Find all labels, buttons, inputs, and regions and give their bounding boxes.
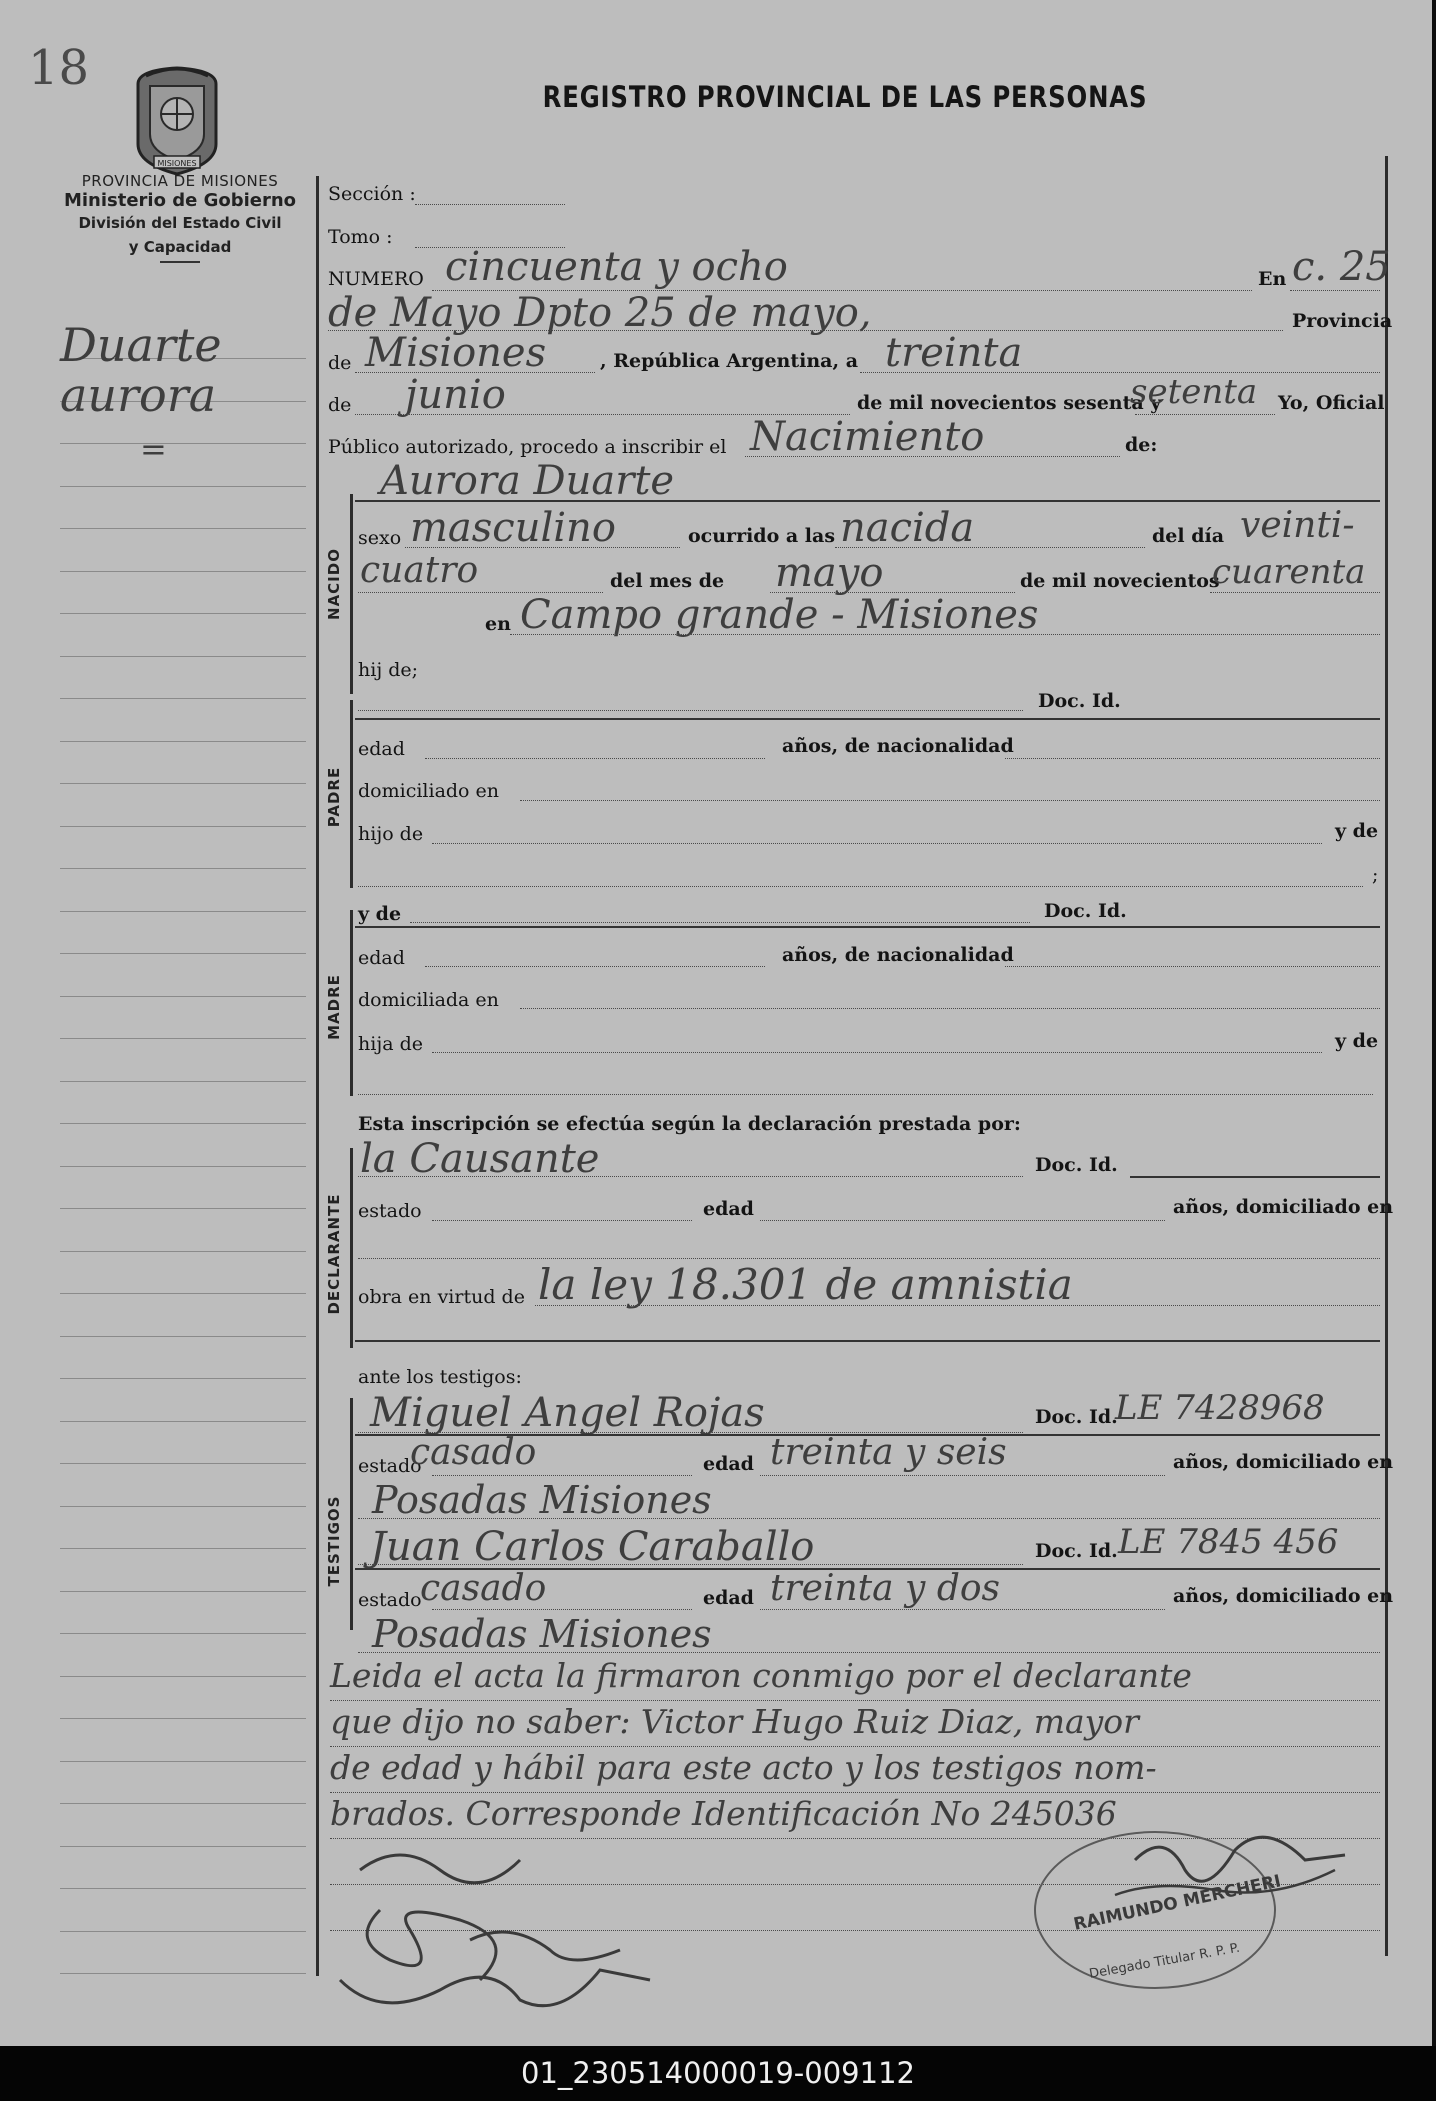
agency-province: PROVINCIA DE MISIONES (81, 172, 279, 190)
label-ocurrido: ocurrido a las (688, 525, 836, 547)
label-madre-edad: edad (358, 947, 405, 969)
label-padre-edad: edad (358, 738, 405, 760)
margin-rule (60, 783, 306, 784)
label-obra: obra en virtud de (358, 1286, 525, 1308)
margin-rule (60, 1081, 306, 1082)
madre-top-line (355, 926, 1380, 928)
label-madre-y-de: y de (358, 903, 402, 925)
agency-capacity: y Capacidad (128, 238, 232, 256)
label-declarante-domicilio: años, domiciliado en (1173, 1196, 1394, 1218)
label-declarante-edad: edad (703, 1198, 754, 1220)
value-testigo1-edad: treinta y seis (770, 1432, 1007, 1473)
value-lugar-registro: de Mayo Dpto 25 de mayo, (328, 290, 872, 336)
section-testigos: TESTIGOS (325, 1495, 343, 1587)
margin-rule (60, 1123, 306, 1124)
value-testigo2-domicilio: Posadas Misiones (372, 1612, 712, 1656)
value-acto: Nacimiento (750, 414, 985, 460)
label-madre-domicilio: domiciliada en (358, 989, 499, 1011)
label-yo-oficial: Yo, Oficial (1278, 392, 1385, 414)
margin-rule (60, 953, 306, 954)
padre-domicilio-line (520, 800, 1380, 801)
margin-rule (60, 1676, 306, 1677)
section-nacido: NACIDO (325, 548, 343, 620)
testigo1-edad-line (760, 1475, 1165, 1476)
padre-bracket (350, 700, 353, 888)
margin-rule (60, 613, 306, 614)
label-madre-y-de2: y de (1335, 1030, 1379, 1052)
section-padre: PADRE (325, 766, 343, 828)
label-madre-doc: Doc. Id. (1044, 900, 1127, 922)
value-mes-acta: junio (405, 372, 506, 418)
svg-text:MISIONES: MISIONES (157, 159, 197, 168)
testigos-bracket (350, 1398, 353, 1630)
agency-ministry: Ministerio de Gobierno (63, 190, 297, 211)
label-provincia: Provincia (1292, 310, 1393, 332)
closing-line-2: que dijo no saber: Victor Hugo Ruiz Diaz, mayor (330, 1702, 1139, 1741)
madre-nacionalidad-line (1005, 966, 1380, 967)
testigo2-domicilio-line (358, 1652, 1380, 1653)
margin-rule (60, 826, 306, 827)
stamp-role: Delegado Titular R. P. P. (1088, 1940, 1241, 1982)
value-testigo2-doc: LE 7845 456 (1118, 1522, 1339, 1562)
stamp-name: RAIMUNDO MERCHERI (1071, 1871, 1283, 1935)
value-en: c. 25 (1292, 244, 1391, 290)
margin-rule (60, 1463, 306, 1464)
label-de-mil: de mil novecientos sesenta y (857, 392, 1162, 414)
label-madre-hija-de: hija de (358, 1033, 423, 1055)
obra-line (535, 1305, 1380, 1306)
padre-edad-line (425, 758, 765, 759)
declarante-domicilio-line (358, 1258, 1380, 1259)
testigo2-estado-line (432, 1609, 692, 1610)
margin-rule (60, 868, 306, 869)
value-declarante: la Causante (360, 1136, 600, 1182)
value-anio-acta: setenta (1130, 372, 1258, 412)
margin-rule (60, 443, 306, 444)
sexo-line (405, 547, 680, 548)
label-sexo: sexo (358, 527, 402, 549)
padre-top-line (355, 718, 1380, 720)
label-declarante-estado: estado (358, 1200, 422, 1222)
margin-rule (60, 1846, 306, 1847)
declarante-bottom-line (355, 1340, 1380, 1342)
acto-line (745, 456, 1120, 457)
label-de-mil-nov: de mil novecientos (1020, 570, 1220, 592)
margin-rule (60, 698, 306, 699)
value-testigo2: Juan Carlos Caraballo (370, 1524, 815, 1570)
madre-edad-line (425, 966, 765, 967)
testigo1-estado-line (432, 1475, 692, 1476)
margin-rule (60, 1888, 306, 1889)
margin-note-name: aurora (60, 368, 217, 422)
scan-identifier: 01_230514000019-009112 (0, 2046, 1436, 2101)
margin-rule (60, 1591, 306, 1592)
value-dia2: cuatro (360, 550, 479, 591)
value-testigo1-domicilio: Posadas Misiones (372, 1478, 712, 1522)
margin-rule (60, 1548, 306, 1549)
margin-rule (60, 1378, 306, 1379)
margin-rule (60, 1293, 306, 1294)
closing-line-1: Leida el acta la firmaron conmigo por el declarante (330, 1656, 1192, 1695)
value-sexo: masculino (410, 505, 616, 551)
label-padre-domicilio: domiciliado en (358, 780, 500, 802)
value-testigo1-estado: casado (410, 1432, 537, 1473)
label-seccion: Sección : (328, 183, 416, 205)
declarante-doc-line (1130, 1176, 1380, 1178)
value-obra: la ley 18.301 de amnistia (538, 1260, 1073, 1309)
frame-right-line (1385, 156, 1388, 1956)
margin-rule (60, 911, 306, 912)
margin-rule (60, 1973, 306, 1974)
value-numero: cincuenta y ocho (445, 244, 788, 290)
label-hij-de: hij de; (358, 659, 419, 681)
label-testigo2-domicilio: años, domiciliado en (1173, 1585, 1394, 1607)
frame-left-line (316, 176, 319, 1976)
label-en: En (1258, 268, 1287, 290)
value-testigo1: Miguel Angel Rojas (370, 1390, 765, 1436)
page-number: 18 (28, 40, 90, 96)
value-testigo2-edad: treinta y dos (770, 1568, 1001, 1609)
margin-note-surname: Duarte (60, 318, 222, 372)
label-testigo2-edad: edad (703, 1587, 754, 1609)
madre-extra-line (358, 1094, 1373, 1095)
margin-rule (60, 528, 306, 529)
madre-hija-line (432, 1052, 1322, 1053)
closing-rule-2 (330, 1746, 1380, 1747)
value-dia-acta: treinta (885, 330, 1023, 376)
value-lugar-nacimiento: Campo grande - Misiones (520, 592, 1039, 638)
label-de-provincia: de (328, 352, 352, 374)
margin-rule (60, 486, 306, 487)
label-testigo1-estado: estado (358, 1455, 422, 1477)
anio-line (1210, 592, 1380, 593)
margin-rule (60, 1931, 306, 1932)
closing-rule-3 (330, 1792, 1380, 1793)
label-semicolon: ; (1372, 864, 1379, 886)
declarante-bracket (350, 1148, 353, 1348)
agency-rule (160, 261, 200, 263)
label-del-mes: del mes de (610, 570, 725, 592)
testigo1-domicilio-line (358, 1518, 1380, 1519)
label-padre-hijo-de: hijo de (358, 823, 424, 845)
label-de-colon: de: (1125, 434, 1158, 456)
label-testigo1-domicilio: años, domiciliado en (1173, 1451, 1394, 1473)
value-provincia: Misiones (365, 330, 547, 376)
closing-rule-1 (330, 1700, 1380, 1701)
label-inscripcion: Esta inscripción se efectúa según la declaración prestada por: (358, 1113, 1021, 1135)
nacido-bracket (350, 494, 353, 694)
label-testigo1-doc: Doc. Id. (1035, 1406, 1118, 1428)
witness-signature-icon (320, 1830, 680, 2030)
section-madre: MADRE (325, 974, 343, 1040)
label-ante-testigos: ante los testigos: (358, 1366, 522, 1388)
agency-division: División del Estado Civil (78, 214, 282, 232)
label-numero: NUMERO (328, 268, 424, 290)
margin-rule (60, 1336, 306, 1337)
padre-nacionalidad-line (1005, 758, 1380, 759)
margin-rule (60, 1421, 306, 1422)
value-anio: cuarenta (1212, 552, 1366, 592)
declarante-name-line (358, 1176, 1023, 1177)
lugar-nacimiento-line (510, 634, 1380, 635)
margin-rule (60, 1251, 306, 1252)
margin-rule (60, 1166, 306, 1167)
label-padre-doc: Doc. Id. (1038, 690, 1121, 712)
closing-line-4: brados. Corresponde Identificación No 245036 (330, 1794, 1117, 1833)
madre-bracket (350, 910, 353, 1096)
anio-acta-line (1135, 414, 1275, 415)
label-de-mes: de (328, 394, 352, 416)
madre-name-line (410, 922, 1030, 923)
label-del-dia: del día (1152, 525, 1225, 547)
nombre-line (355, 500, 1380, 502)
margin-rule (60, 1761, 306, 1762)
label-declarante-doc: Doc. Id. (1035, 1154, 1118, 1176)
label-testigo2-estado: estado (358, 1589, 422, 1611)
value-hora: nacida (840, 505, 975, 551)
hora-line (835, 547, 1145, 548)
value-testigo1-doc: LE 7428968 (1115, 1388, 1325, 1428)
margin-rule (60, 1718, 306, 1719)
label-padre-y-de: y de (1335, 820, 1379, 842)
official-stamp-icon (1015, 1800, 1395, 2000)
seccion-line (415, 204, 565, 205)
label-testigo1-edad: edad (703, 1453, 754, 1475)
margin-rule (60, 1633, 306, 1634)
section-declarante: DECLARANTE (325, 1193, 343, 1315)
padre-extra-line (358, 886, 1363, 887)
label-publico: Público autorizado, procedo a inscribir el (328, 436, 727, 458)
value-testigo2-estado: casado (420, 1568, 547, 1609)
value-dia1: veinti- (1240, 505, 1355, 546)
margin-rule (60, 1038, 306, 1039)
value-nombre: Aurora Duarte (380, 458, 675, 504)
declarante-estado-line (432, 1220, 692, 1221)
label-tomo: Tomo : (328, 226, 393, 248)
provincial-seal-icon (128, 64, 226, 176)
margin-rule (60, 996, 306, 997)
closing-line-3: de edad y hábil para este acto y los testigos nom- (330, 1748, 1157, 1787)
margin-note-mark: = (140, 430, 167, 468)
label-madre-nacionalidad: años, de nacionalidad (782, 944, 1014, 966)
en-line (1290, 290, 1380, 291)
label-testigo2-doc: Doc. Id. (1035, 1540, 1118, 1562)
padre-name-line (358, 710, 1023, 711)
label-en-lugar: en (485, 613, 511, 635)
label-padre-nacionalidad: años, de nacionalidad (782, 735, 1014, 757)
label-republica: , República Argentina, a (600, 350, 859, 372)
testigo2-edad-line (760, 1609, 1165, 1610)
value-mes: mayo (775, 550, 884, 596)
margin-rule (60, 741, 306, 742)
margin-rule (60, 1506, 306, 1507)
agency-header (40, 172, 320, 263)
testigo2-name-line (358, 1564, 1023, 1565)
padre-hijo-line (432, 843, 1322, 844)
margin-rule (60, 656, 306, 657)
dia-acta-line (860, 372, 1380, 373)
document-title: REGISTRO PROVINCIAL DE LAS PERSONAS (542, 80, 1148, 114)
madre-domicilio-line (520, 1008, 1380, 1009)
margin-rule (60, 571, 306, 572)
margin-rule (60, 1803, 306, 1804)
margin-rule (60, 1208, 306, 1209)
declarante-edad-line (760, 1220, 1165, 1221)
